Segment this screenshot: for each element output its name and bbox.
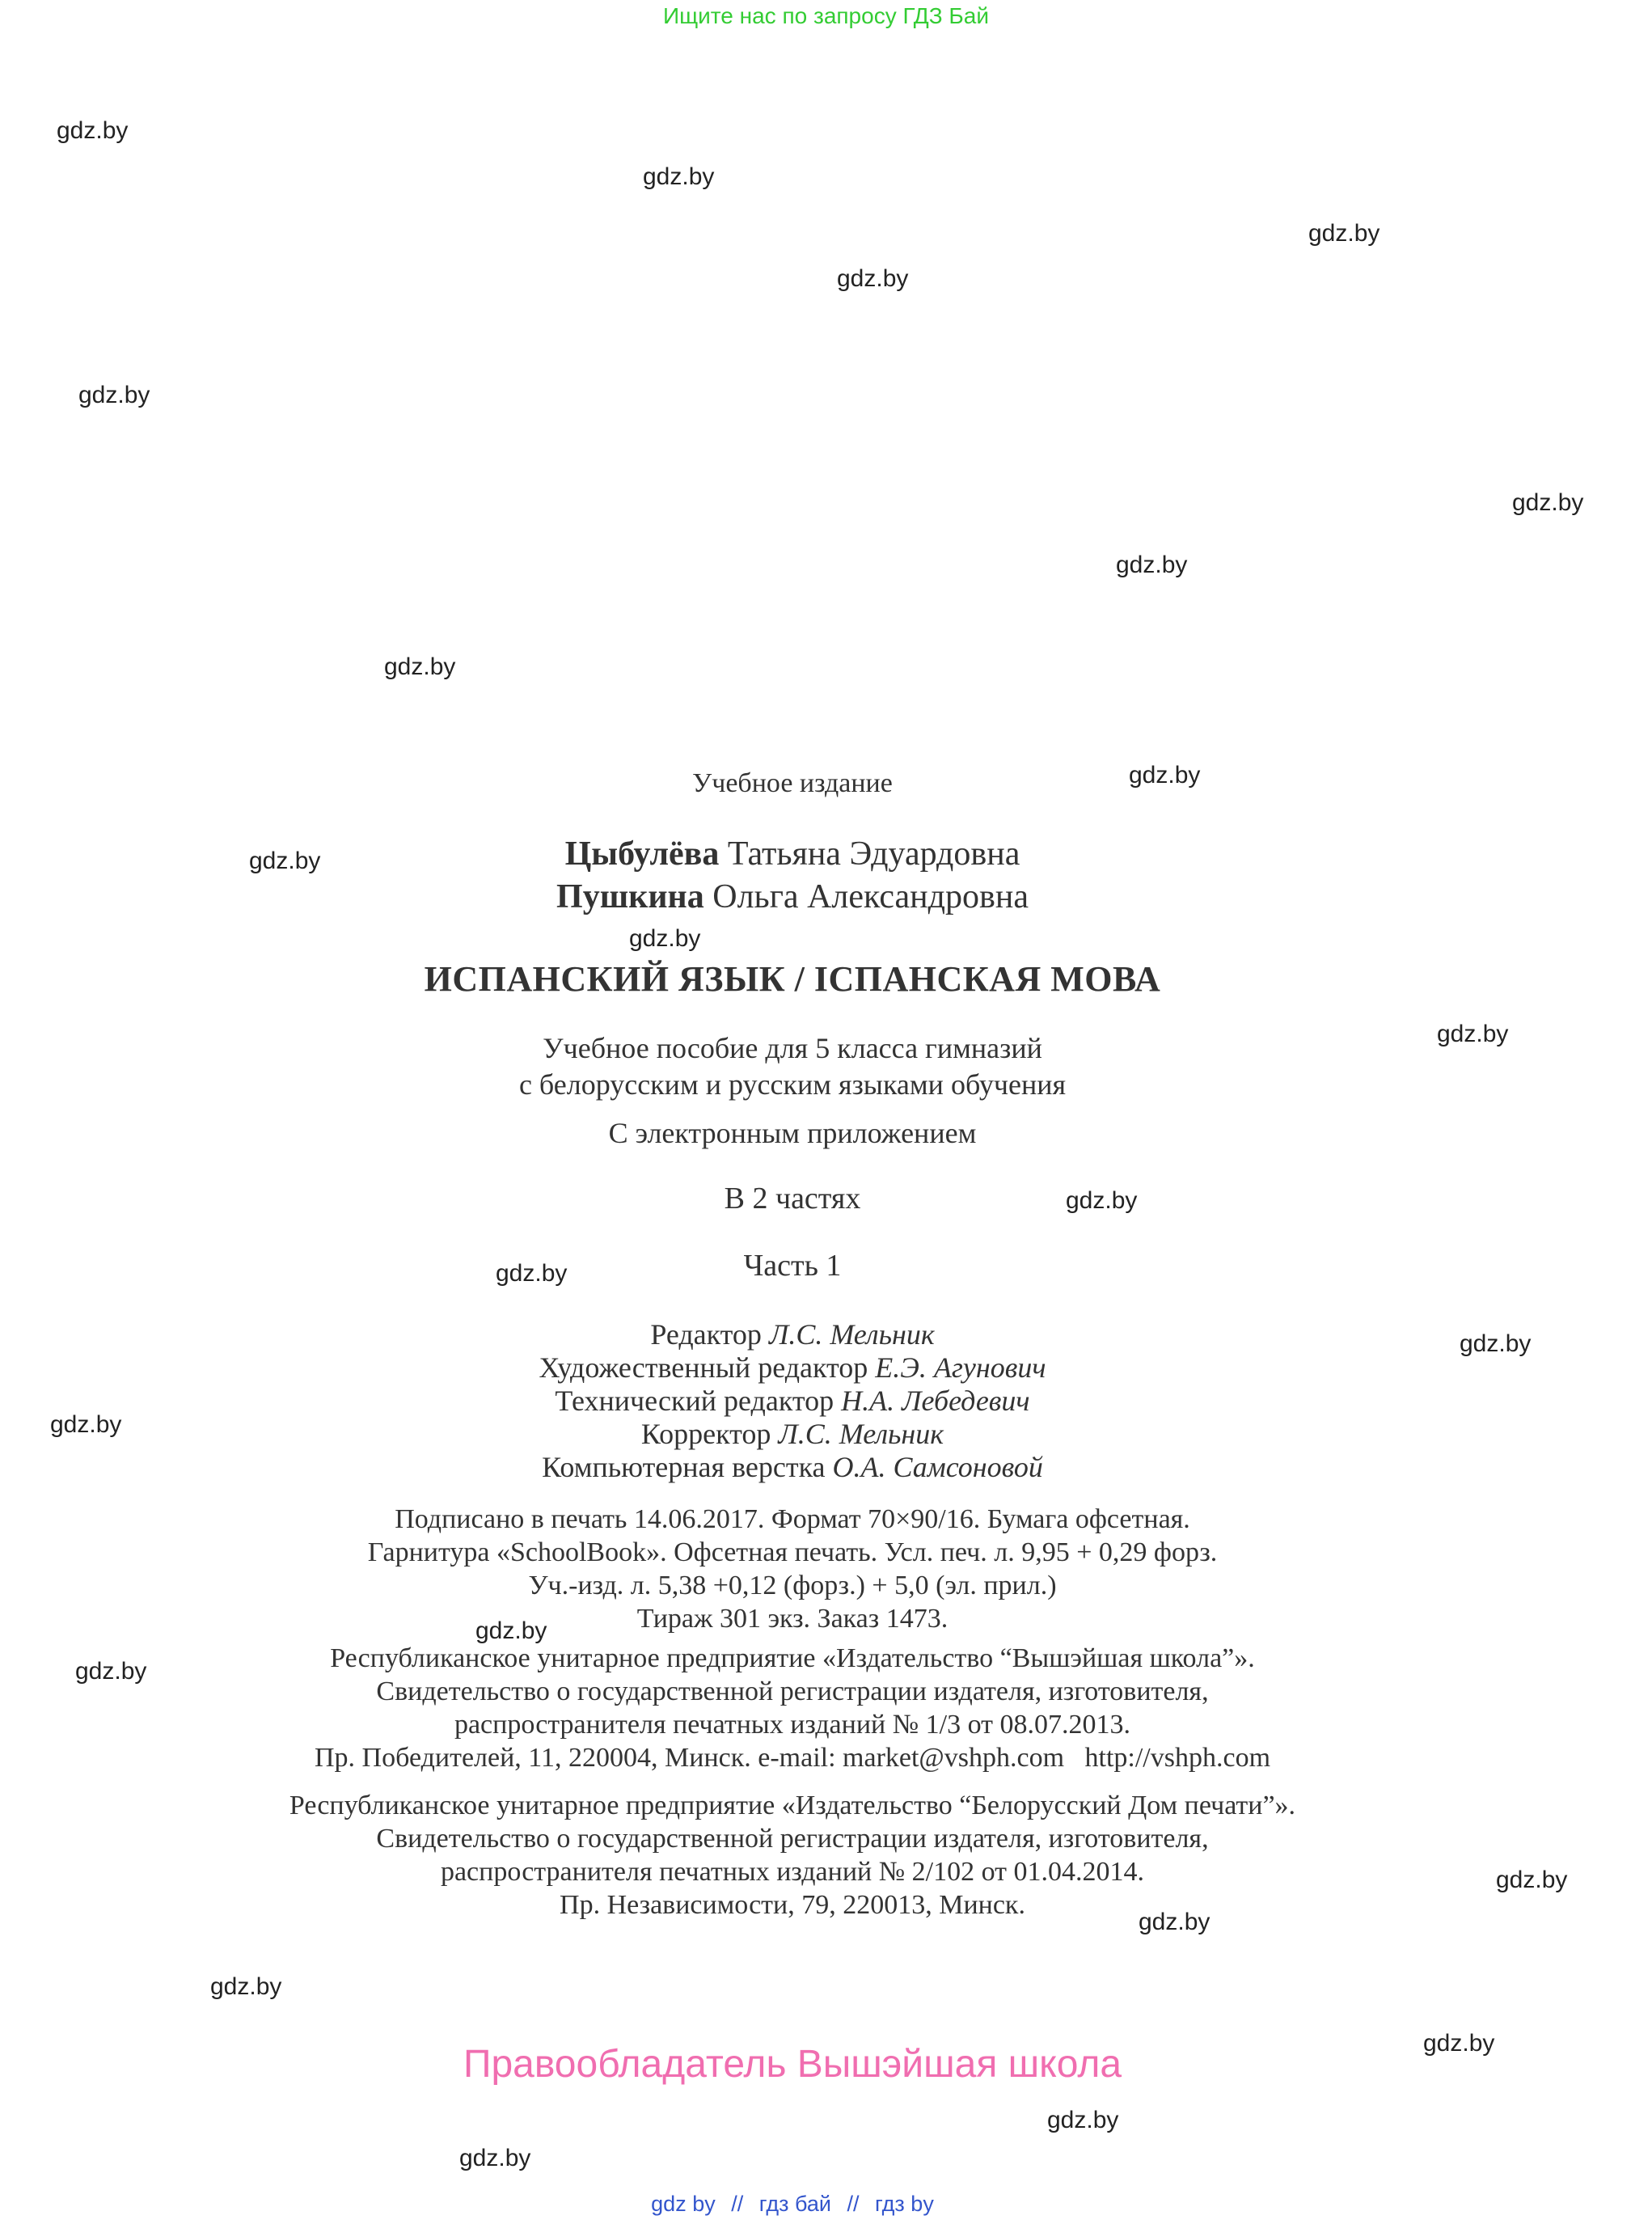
footer-link-gdz-by-cyr[interactable]: гдз by xyxy=(875,2192,934,2216)
watermark: gdz.by xyxy=(837,265,909,292)
edition-type: Учебное издание xyxy=(692,768,893,798)
publisher-line: Свидетельство о государственной регистрации издателя, изготовителя, xyxy=(376,1676,1209,1706)
watermark: gdz.by xyxy=(75,1658,147,1685)
credit-role: Корректор xyxy=(640,1418,771,1450)
footer-separator: // xyxy=(731,2192,744,2216)
footer-link-gdz-bai[interactable]: гдз бай xyxy=(758,2192,831,2216)
credit-name: Л.С. Мельник xyxy=(778,1418,944,1450)
credit-line xyxy=(0,1318,1585,1351)
watermark: gdz.by xyxy=(1129,762,1201,789)
watermark: gdz.by xyxy=(1066,1187,1138,1214)
subtitle-line: Учебное пособие для 5 класса гимназий xyxy=(543,1032,1042,1064)
credit-role: Компьютерная верстка xyxy=(542,1451,826,1483)
credit-role: Художественный редактор xyxy=(539,1351,868,1384)
print-info-line: Подписано в печать 14.06.2017. Формат 70×90/16. Бумага офсетная. xyxy=(395,1504,1190,1534)
supplement-note: С электронным приложением xyxy=(608,1117,977,1149)
credit-name: Л.С. Мельник xyxy=(768,1318,935,1351)
author-line xyxy=(0,835,1585,873)
watermark: gdz.by xyxy=(384,653,456,680)
watermark: gdz.by xyxy=(629,925,701,952)
watermark: gdz.by xyxy=(643,163,715,190)
watermark: gdz.by xyxy=(1116,552,1188,578)
credit-line xyxy=(0,1351,1585,1385)
print-info-line: Уч.-изд. л. 5,38 +0,12 (форз.) + 5,0 (эл. прил.) xyxy=(528,1571,1057,1600)
footer-link-gdz-by[interactable]: gdz by xyxy=(651,2192,716,2216)
watermark: gdz.by xyxy=(1460,1330,1532,1357)
print-info-line: Гарнитура «SchoolBook». Офсетная печать. Усл. печ. л. 9,95 + 0,29 форз. xyxy=(367,1537,1218,1567)
watermark: gdz.by xyxy=(475,1617,547,1644)
printer-line: Республиканское унитарное предприятие «Издательство “Белорусский Дом печати”». xyxy=(289,1791,1296,1820)
rights-holder: Правообладатель Вышэйшая школа xyxy=(463,2043,1122,2086)
author-surname: Пушкина xyxy=(556,878,704,915)
top-banner: Ищите нас по запросу ГДЗ Бай xyxy=(662,3,990,28)
credit-name: О.А. Самсоновой xyxy=(832,1451,1043,1483)
credit-name: Н.А. Лебедевич xyxy=(841,1385,1030,1417)
credits-block xyxy=(0,1318,1585,1484)
watermark: gdz.by xyxy=(249,848,321,874)
footer-separator: // xyxy=(847,2192,860,2216)
author-surname: Цыбулёва xyxy=(564,835,720,873)
watermark: gdz.by xyxy=(78,382,150,408)
printer-line: Свидетельство о государственной регистрации издателя, изготовителя, xyxy=(376,1824,1209,1854)
watermark: gdz.by xyxy=(1496,1867,1568,1893)
author-given-name: Ольга Александровна xyxy=(712,878,1029,915)
watermark: gdz.by xyxy=(1139,1909,1210,1935)
footer-links xyxy=(0,2192,1585,2217)
credit-role: Редактор xyxy=(650,1318,762,1351)
credit-name: Е.Э. Агунович xyxy=(875,1351,1046,1384)
publisher-info xyxy=(0,1642,1585,1774)
credit-role: Технический редактор xyxy=(555,1385,834,1417)
publisher-line: распространителя печатных изданий № 1/3 от 08.07.2013. xyxy=(454,1710,1131,1740)
publisher-line: Пр. Победителей, 11, 220004, Минск. e-mail: market@vshph.com http://vshph.com xyxy=(314,1743,1271,1773)
watermark: gdz.by xyxy=(1047,2107,1119,2133)
watermark: gdz.by xyxy=(57,117,129,144)
watermark: gdz.by xyxy=(1423,2030,1495,2057)
watermark: gdz.by xyxy=(1437,1021,1509,1047)
watermark: gdz.by xyxy=(210,1973,282,2000)
subtitle-line: с белорусским и русским языками обучения xyxy=(518,1068,1067,1101)
watermark: gdz.by xyxy=(1512,489,1584,516)
parts-count: В 2 частях xyxy=(724,1182,861,1216)
watermark: gdz.by xyxy=(50,1411,122,1438)
watermark: gdz.by xyxy=(1308,220,1380,247)
credit-line xyxy=(0,1451,1585,1484)
print-info-line: Тираж 301 экз. Заказ 1473. xyxy=(636,1604,949,1634)
book-title: ИСПАНСКИЙ ЯЗЫК / ІСПАНСКАЯ МОВА xyxy=(424,959,1161,999)
author-line xyxy=(0,877,1585,916)
print-info xyxy=(0,1503,1585,1635)
credit-line xyxy=(0,1418,1585,1451)
part-number: Часть 1 xyxy=(743,1249,842,1283)
publisher-line: Республиканское унитарное предприятие «Издательство “Вышэйшая школа”». xyxy=(330,1643,1255,1673)
author-given-name: Татьяна Эдуардовна xyxy=(727,835,1020,873)
printer-line: Пр. Независимости, 79, 220013, Минск. xyxy=(560,1890,1025,1920)
printer-info xyxy=(0,1789,1585,1922)
credit-line xyxy=(0,1385,1585,1418)
watermark: gdz.by xyxy=(496,1260,568,1287)
printer-line: распространителя печатных изданий № 2/102 от 01.04.2014. xyxy=(440,1857,1145,1887)
watermark: gdz.by xyxy=(459,2145,531,2171)
